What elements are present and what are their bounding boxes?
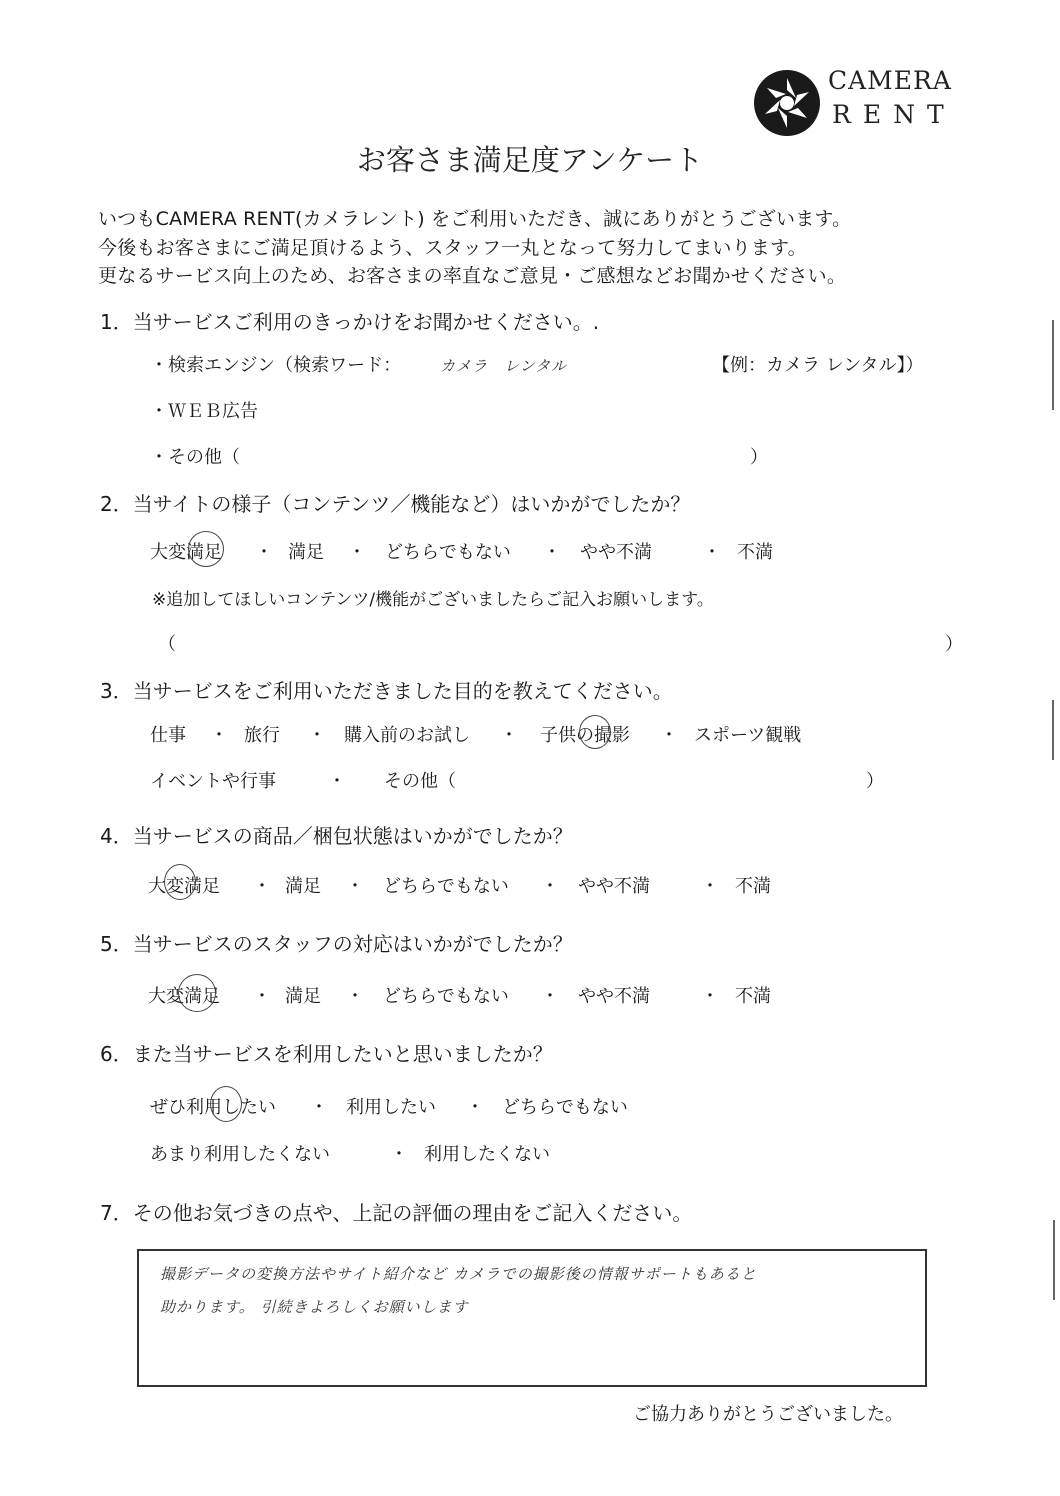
question-7: 7．その他お気づきの点や、上記の評価の理由をご記入ください。 [100,1201,693,1225]
q3-option-events: イベントや行事 [150,771,276,792]
q4-separator: ・ [541,876,559,897]
q6-option-definitely: ぜひ利用したい [150,1097,276,1118]
circle-mark [188,531,224,567]
q2-note: ※追加してほしいコンテンツ/機能がございましたらご記入お願いします。 [152,590,714,610]
q6-option-neutral: どちらでもない [502,1097,628,1118]
q5-option-somewhat-dissatisfied: やや不満 [578,986,650,1007]
q3-separator: ・ [500,725,518,746]
q1-search-word-answer: カメラ レンタル [440,357,568,375]
q4-option-neutral: どちらでもない [383,876,509,897]
q5-separator: ・ [346,986,364,1007]
q5-option-neutral: どちらでもない [383,986,509,1007]
intro-line-2: 今後もお客さまにご満足頂けるよう、スタッフ一丸となって努力してまいります。 [98,237,807,259]
q3-other-paren-close: ） [866,771,884,792]
q3-option-trial: 購入前のお試し [344,725,470,746]
logo-word-camera: CAMERA [828,66,952,95]
scan-edge-mark [1052,320,1054,410]
q6-option-yes: 利用したい [346,1097,436,1118]
q2-option-dissatisfied: 不満 [737,542,773,563]
q2-paren-close: ） [945,634,963,655]
q3-separator: ・ [210,725,228,746]
logo-word-rent: RENT [832,100,956,129]
intro-line-3: 更なるサービス向上のため、お客さまの率直なご意見・ご感想などお聞かせください。 [98,265,847,287]
q4-option-somewhat-dissatisfied: やや不満 [578,876,650,897]
q1-search-example: 【例：カメラ レンタル】） [712,355,924,376]
question-1: 1．当サービスご利用のきっかけをお聞かせください。. [100,310,600,334]
q2-separator: ・ [255,542,273,563]
q5-separator: ・ [701,986,719,1007]
circle-mark [579,715,611,749]
q3-option-other: その他（ [384,771,456,792]
circle-mark [164,864,196,900]
closing-message: ご協力ありがとうございました。 [633,1404,903,1425]
q3-option-work: 仕事 [150,725,186,746]
q1-option-other: ・その他（ [150,447,240,468]
q3-separator: ・ [328,771,346,792]
q2-option-somewhat-dissatisfied: やや不満 [580,542,652,563]
question-5: 5．当サービスのスタッフの対応はいかがでしたか？ [100,932,573,956]
q1-other-paren-close: ） [750,447,768,468]
page-title: お客さま満足度アンケート [356,143,704,177]
q3-separator: ・ [308,725,326,746]
circle-mark [210,1086,242,1122]
q3-separator: ・ [660,725,678,746]
q2-separator: ・ [348,542,366,563]
q3-option-travel: 旅行 [244,725,280,746]
q4-option-very-satisfied: 大変満足 [148,876,220,897]
q6-option-no: 利用したくない [424,1144,550,1165]
comment-line-2: 助かります。 引続きよろしくお願いします [160,1298,469,1316]
comment-line-1: 撮影データの変換方法やサイト紹介など カメラでの撮影後の情報サポートもあると [160,1265,757,1283]
q2-separator: ・ [543,542,561,563]
q2-option-very-satisfied: 大変満足 [150,542,222,563]
q1-option-search-engine: ・検索エンジン（検索ワード： [150,355,402,376]
q4-separator: ・ [346,876,364,897]
question-6: 6．また当サービスを利用したいと思いましたか？ [100,1042,553,1066]
q2-option-satisfied: 満足 [288,542,324,563]
q6-option-not-really: あまり利用したくない [150,1144,330,1165]
q2-separator: ・ [703,542,721,563]
q5-option-dissatisfied: 不満 [735,986,771,1007]
camera-rent-logo [752,62,956,142]
q5-separator: ・ [541,986,559,1007]
q5-option-very-satisfied: 大変満足 [148,986,220,1007]
intro-line-1: いつもCAMERA RENT(カメラレント) をご利用いただき、誠にありがとうございます。 [98,208,852,230]
question-4: 4．当サービスの商品／梱包状態はいかがでしたか？ [100,824,573,848]
question-3: 3．当サービスをご利用いただきました目的を教えてください。 [100,679,673,703]
q4-separator: ・ [253,876,271,897]
q6-separator: ・ [466,1097,484,1118]
scan-edge-mark [1053,1220,1055,1300]
q1-option-web-ad: ・ＷＥＢ広告 [150,401,258,422]
aperture-icon [752,68,822,138]
q4-option-dissatisfied: 不満 [735,876,771,897]
q5-option-satisfied: 満足 [285,986,321,1007]
q5-separator: ・ [253,986,271,1007]
q4-separator: ・ [701,876,719,897]
question-2: 2．当サイトの様子（コンテンツ／機能など）はいかがでしたか？ [100,492,691,516]
q3-option-child-photo: 子供の撮影 [540,725,630,746]
q3-option-sports: スポーツ観戦 [694,725,802,746]
q4-option-satisfied: 満足 [285,876,321,897]
q6-separator: ・ [390,1144,408,1165]
q6-separator: ・ [310,1097,328,1118]
q2-paren-open: （ [158,634,176,655]
circle-mark [178,974,216,1012]
q2-option-neutral: どちらでもない [385,542,511,563]
scan-edge-mark [1052,700,1054,760]
